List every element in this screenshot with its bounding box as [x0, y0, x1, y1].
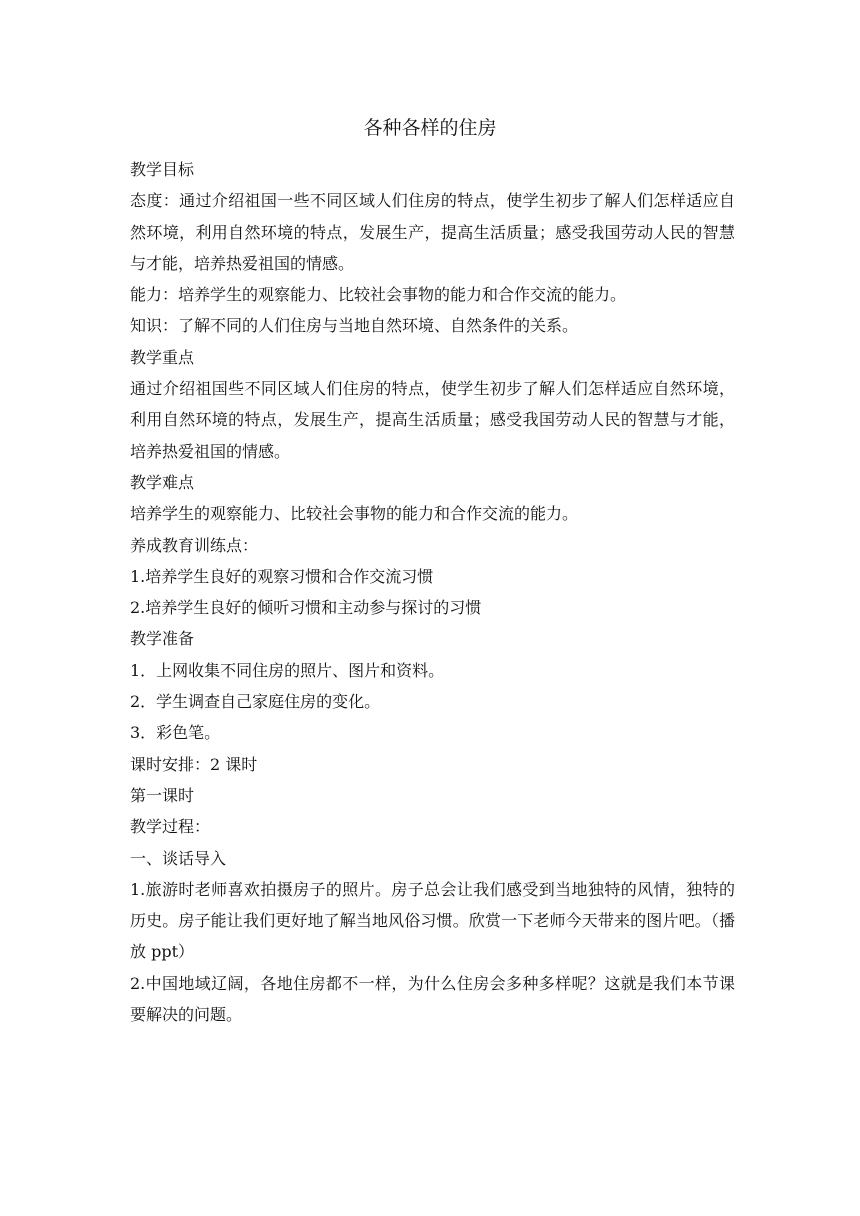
document-title: 各种各样的住房	[363, 117, 497, 139]
paragraph-intro-2: 2.中国地域辽阔，各地住房都不一样，为什么住房会多种多样呢？这就是我们本节课要解决的问题。	[130, 973, 735, 1025]
list-item: 2.培养学生良好的倾听习惯和主动参与探讨的习惯	[130, 598, 482, 618]
heading-key-points: 教学重点	[130, 347, 195, 367]
heading-introduction: 一、谈话导入	[130, 848, 227, 868]
heading-difficulties: 教学难点	[130, 472, 195, 492]
heading-first-lesson: 第一课时	[130, 785, 195, 805]
paragraph-difficulties: 培养学生的观察能力、比较社会事物的能力和合作交流的能力。	[130, 504, 579, 524]
paragraph-intro-1: 1.旅游时老师喜欢拍摄房子的照片。房子总会让我们感受到当地独特的风情，独特的历史。房子能让我们更好地了解当地风俗习惯。欣赏一下老师今天带来的图片吧。（播放 ppt）	[130, 879, 735, 962]
heading-teaching-goals: 教学目标	[130, 160, 195, 179]
paragraph-knowledge: 知识：了解不同的人们住房与当地自然环境、自然条件的关系。	[130, 316, 579, 336]
heading-process: 教学过程：	[130, 817, 211, 837]
list-item: 3．彩色笔。	[130, 723, 221, 743]
heading-training-points: 养成教育训练点：	[130, 535, 259, 555]
paragraph-key-points: 通过介绍祖国些不同区域人们住房的特点，使学生初步了解人们怎样适应自然环境，利用自然环境的特点，发展生产，提高生活质量；感受我国劳动人民的智慧与才能，培养热爱祖国的情感。	[130, 379, 735, 461]
list-item: 1.培养学生良好的观察习惯和合作交流习惯	[130, 566, 434, 586]
document-body	[130, 154, 735, 1030]
paragraph-ability: 能力：培养学生的观察能力、比较社会事物的能力和合作交流的能力。	[130, 285, 627, 305]
list-item: 1．上网收集不同住房的照片、图片和资料。	[130, 660, 445, 680]
paragraph-attitude: 态度：通过介绍祖国一些不同区域人们住房的特点，使学生初步了解人们怎样适应自然环境，利用自然环境的特点，发展生产，提高生活质量；感受我国劳动人民的智慧与才能，培养热爱祖国的情感。	[130, 191, 735, 273]
list-item: 2．学生调查自己家庭住房的变化。	[130, 692, 381, 712]
heading-preparation: 教学准备	[130, 629, 195, 649]
paragraph-schedule: 课时安排：2 课时	[130, 754, 258, 774]
